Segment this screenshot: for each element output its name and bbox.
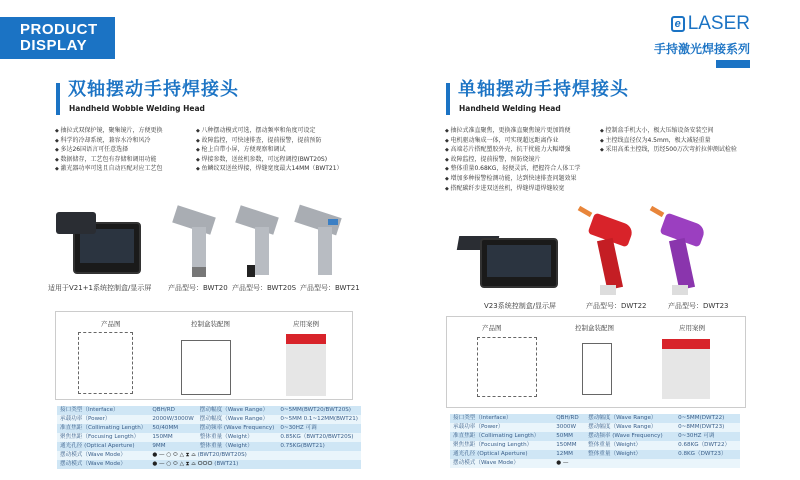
section-accent xyxy=(56,83,60,115)
feature: ◆ 增加多种报警检测功能，达到快速排查问题效果 xyxy=(445,174,580,184)
cell: 0~5MM 0.1~12MM(BWT21) xyxy=(277,415,361,424)
feature: ◆ 数据储存，工艺包有存储和调用功能 xyxy=(55,155,162,165)
diagram-header: 应用案例 xyxy=(679,324,705,332)
product-display-badge xyxy=(0,17,115,59)
cell: 摆动频率 (Wave Frequency) xyxy=(197,424,278,433)
cell: 0.68KG（DWT22） xyxy=(675,441,740,450)
cell: 摆动幅度（Wave Range） xyxy=(197,415,278,424)
cell: 摆动模式（Wave Mode） xyxy=(57,460,149,469)
feature: ◆ 电机驱动集成一体，可实现超远距离作业 xyxy=(445,136,580,146)
cell: 摆动幅度（Wave Range） xyxy=(585,414,675,423)
right-subtitle: Handheld Welding Head xyxy=(459,104,561,113)
caption: 产品型号：DWT23 xyxy=(668,302,729,310)
cell: 聚焦焦距（Focusing Length） xyxy=(450,441,553,450)
caption: 产品型号：BWT21 xyxy=(300,284,360,292)
cell: 准直焦距（Collimating Length） xyxy=(450,432,553,441)
cell: 整体重量（Weight） xyxy=(197,433,278,442)
right-title: 单轴摆动手持焊接头 xyxy=(458,79,629,100)
cell: 摆动频率 (Wave Frequency) xyxy=(585,432,675,441)
gun-bwt20-image xyxy=(170,205,218,280)
cell xyxy=(553,459,740,468)
control-box-image xyxy=(56,212,96,234)
feature: ◆ 主控线直径仅为4.5mm，极大减轻重量 xyxy=(600,136,737,146)
left-features-col2 xyxy=(196,126,343,174)
diagram-header: 应用案例 xyxy=(293,320,319,328)
cell: 150MM xyxy=(553,441,585,450)
table-row xyxy=(450,414,740,423)
diagram-header: 控制盒装配图 xyxy=(191,320,230,328)
cell: 接口类型（Interface） xyxy=(450,414,553,423)
cell: 0.75KG(BWT21) xyxy=(277,442,361,451)
table-row xyxy=(57,442,361,451)
table-row xyxy=(450,459,740,468)
right-spec-table xyxy=(450,414,740,468)
table-row xyxy=(57,406,361,415)
gun-dwt23-image xyxy=(650,205,706,297)
logo-mark-icon: e xyxy=(671,16,685,32)
table-row xyxy=(450,423,740,432)
gun-dwt22-image xyxy=(578,205,634,297)
table-row xyxy=(450,432,740,441)
cell: 摆动幅度（Wave Range） xyxy=(585,423,675,432)
cell: 3000W xyxy=(553,423,585,432)
cell: 0~30HZ 可调 xyxy=(277,424,361,433)
cell: 9MM xyxy=(149,442,196,451)
feature: ◆ 枪上自带小屏，方便观察和调试 xyxy=(196,145,343,155)
cell xyxy=(149,451,361,460)
logo-text: LASER xyxy=(687,13,750,34)
feature: ◆ 搭配碳纤步进双送丝机，焊缝焊道焊缝较宽 xyxy=(445,184,580,194)
series-title: 手持激光焊接系列 xyxy=(653,42,750,56)
wave-mode-symbols: ● — ○ ⬭ △ ⧗ ⌓ xyxy=(152,452,196,458)
feature: ◆ 八种摆动模式可选，摆动频率和角度可设定 xyxy=(196,126,343,136)
cell: 12MM xyxy=(553,450,585,459)
feature: ◆ 控制盒手机大小，极大压缩设备安装空间 xyxy=(600,126,737,136)
cell: 0~30HZ 可调 xyxy=(675,432,740,441)
wave-mode-symbols: ● — ○ ⬭ △ ⧗ ⌓ ⵔⵔⵔ xyxy=(152,461,213,467)
feature: ◆ 科学的冷却系统，兼容水冷和风冷 xyxy=(55,136,162,146)
cell: 0~5MM(BWT20/BWT20S) xyxy=(277,406,361,415)
table-row xyxy=(450,450,740,459)
left-spec-table xyxy=(57,406,361,469)
table-row xyxy=(57,433,361,442)
diagram-header: 产品图 xyxy=(482,324,502,332)
feature: ◆ 故障监控，可快速排查，提前报警，提前预防 xyxy=(196,136,343,146)
application-machine-image xyxy=(286,334,326,396)
feature: ◆ 焊接参数，送丝机参数，可远程调控(BWT20S) xyxy=(196,155,343,165)
assembly-drawing xyxy=(582,343,612,395)
cell: 整体重量（Weight） xyxy=(197,442,278,451)
table-row xyxy=(57,451,361,460)
assembly-drawing xyxy=(181,340,231,395)
cell: 聚焦焦距（Focusing Length） xyxy=(57,433,149,442)
gun-bwt21-image xyxy=(292,205,344,280)
cell: 0~8MM(DWT23) xyxy=(675,423,740,432)
caption: 产品型号：BWT20 xyxy=(168,284,228,292)
cell: 接口类型（Interface） xyxy=(57,406,149,415)
left-title: 双轴摆动手持焊接头 xyxy=(68,79,239,100)
brand-logo xyxy=(671,12,750,36)
right-features-col2 xyxy=(600,126,737,155)
cell: 0.8KG（DWT23） xyxy=(675,450,740,459)
left-diagram-box xyxy=(55,311,353,400)
cell: 通光孔径 (Optical Aperture) xyxy=(57,442,149,451)
table-row xyxy=(57,424,361,433)
right-diagram-box xyxy=(446,316,746,408)
left-subtitle: Handheld Wobble Welding Head xyxy=(69,104,205,113)
caption: 适用于V21+1系统控制盒/显示屏 xyxy=(48,284,152,292)
feature: ◆ 采用高柔主控线，历经500万次弯折拉伸测试检验 xyxy=(600,145,737,155)
cell: 摆动模式（Wave Mode） xyxy=(57,451,149,460)
table-row xyxy=(57,415,361,424)
caption: V23系统控制盒/显示屏 xyxy=(484,302,557,310)
cell: 整体重量（Weight） xyxy=(585,450,675,459)
left-features-col1 xyxy=(55,126,162,174)
feature: ◆ 高端芯片搭配塑胶外壳，抗干扰能力大幅增强 xyxy=(445,145,580,155)
wave-note: (BWT21) xyxy=(214,461,239,467)
wave-note: (BWT20/BWT20S) xyxy=(197,452,247,458)
caption: 产品型号：BWT20S xyxy=(232,284,297,292)
cell: 摆动模式（Wave Mode） xyxy=(450,459,553,468)
feature: ◆ 激光器功率可选且自动匹配对应工艺包 xyxy=(55,164,162,174)
cell: 承载功率（Power） xyxy=(57,415,149,424)
cell: 50MM xyxy=(553,432,585,441)
feature: ◆ 鱼鳞纹双送丝焊接，焊缝宽度最大14MM（BWT21） xyxy=(196,164,343,174)
cell: 准直焦距（Collimating Length） xyxy=(57,424,149,433)
feature: ◆ 整体重量0.68KG，轻便灵活，把握符合人体工学 xyxy=(445,164,580,174)
cell: 0.85KG（BWT20/BWT20S) xyxy=(277,433,361,442)
product-drawing xyxy=(477,337,537,397)
cell: 通光孔径 (Optical Aperture) xyxy=(450,450,553,459)
cell: 整体重量（Weight） xyxy=(585,441,675,450)
feature: ◆ 抽拉式双保护镜，聚集镜片，方便更换 xyxy=(55,126,162,136)
table-row xyxy=(450,441,740,450)
cell: 0~5MM(DWT22) xyxy=(675,414,740,423)
table-row xyxy=(57,460,361,469)
cell: 承载功率（Power） xyxy=(450,423,553,432)
cell: 50/40MM xyxy=(149,424,196,433)
feature: ◆ 抽拉式准直聚焦，更换准直聚焦镜片更加简便 xyxy=(445,126,580,136)
cell xyxy=(149,460,361,469)
wave-mode-symbols: ● — xyxy=(556,460,569,466)
cell: 摆动幅度（Wave Range） xyxy=(197,406,278,415)
cell: 150MM xyxy=(149,433,196,442)
cell: QBH/RD xyxy=(149,406,196,415)
diagram-header: 产品图 xyxy=(101,320,121,328)
cell: 2000W/3000W xyxy=(149,415,196,424)
control-screen-image xyxy=(480,238,558,288)
cell: QBH/RD xyxy=(553,414,585,423)
section-accent xyxy=(446,83,450,115)
application-machine-image xyxy=(662,339,710,399)
badge-line1: PRODUCT xyxy=(20,21,98,38)
gun-bwt20s-image xyxy=(233,205,281,280)
accent-bar xyxy=(716,60,750,68)
caption: 产品型号：DWT22 xyxy=(586,302,647,310)
product-drawing xyxy=(78,332,133,394)
feature: ◆ 故障监控，提前报警，预防烧镜片 xyxy=(445,155,580,165)
feature: ◆ 多达26国语言可任意选择 xyxy=(55,145,162,155)
right-features-col1 xyxy=(445,126,580,193)
badge-line2: DISPLAY xyxy=(20,37,88,54)
diagram-header: 控制盒装配图 xyxy=(575,324,614,332)
